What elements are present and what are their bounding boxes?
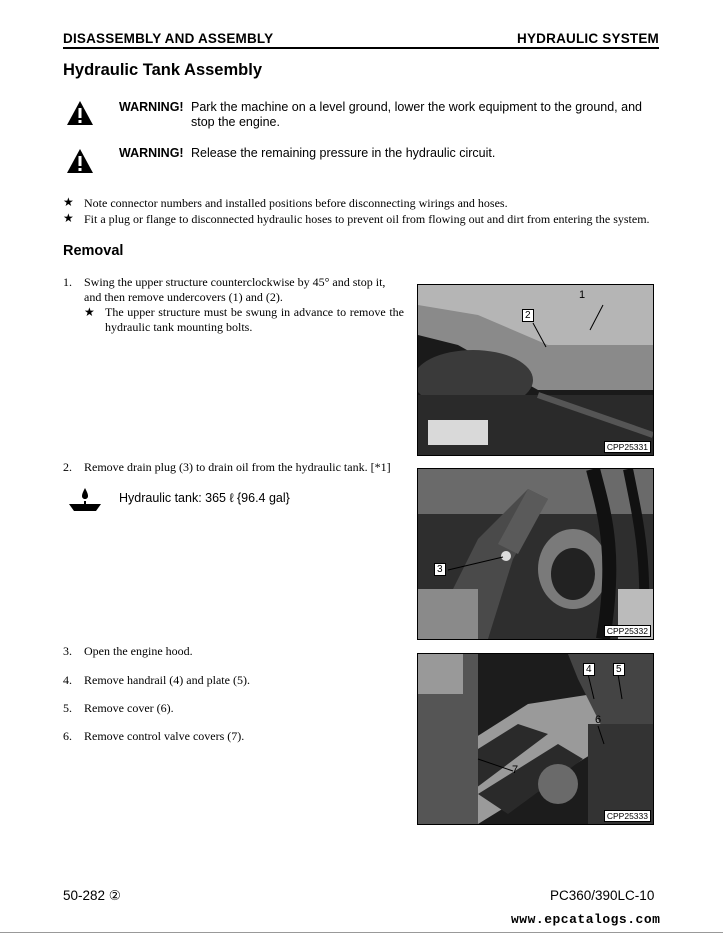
warning-label: WARNING! [119, 146, 184, 160]
callout-label: 1 [579, 289, 586, 301]
photo-drain-plug [417, 468, 654, 640]
note-item: Note connector numbers and installed positions before disconnecting wirings and hoses. [84, 196, 508, 210]
star-icon: ★ [84, 305, 95, 319]
step-text: Remove drain plug (3) to drain oil from the hydraulic tank. [*1] [84, 460, 391, 474]
step-number: 4. [63, 673, 72, 687]
header-left: DISASSEMBLY AND ASSEMBLY [63, 31, 274, 46]
model-number: PC360/390LC-10 [550, 888, 655, 903]
warning-label: WARNING! [119, 100, 184, 114]
step-number: 2. [63, 460, 72, 474]
step-text: Remove handrail (4) and plate (5). [84, 673, 250, 687]
photo-undercovers [417, 284, 654, 456]
bottom-divider [0, 932, 723, 933]
watermark: www.epcatalogs.com [511, 912, 661, 927]
step-text: Remove control valve covers (7). [84, 729, 245, 743]
callout-label: 7 [512, 764, 519, 776]
callout-label: 2 [522, 309, 534, 322]
step-number: 6. [63, 729, 72, 743]
step-subnote: The upper structure must be swung in advance to remove the hydraulic tank mounting bolts. [105, 305, 404, 334]
oil-drain-icon [68, 487, 102, 518]
step-text: Open the engine hood. [84, 644, 193, 658]
oil-capacity: Hydraulic tank: 365 ℓ {96.4 gal} [119, 491, 290, 505]
page-title: Hydraulic Tank Assembly [63, 61, 262, 79]
step-number: 5. [63, 701, 72, 715]
warning-text: Release the remaining pressure in the hydraulic circuit. [191, 146, 496, 160]
step-text: Swing the upper structure counterclockwise by 45° and stop it, and then remove undercovers (1) and (2). [84, 275, 386, 304]
note-item: Fit a plug or flange to disconnected hydraulic hoses to prevent oil from flowing out and dirt from entering the system. [84, 212, 650, 226]
callout-label: 3 [434, 563, 446, 576]
callout-label: 6 [595, 714, 602, 726]
photo-code: CPP25333 [604, 810, 651, 822]
step-number: 1. [63, 275, 72, 289]
callout-label: 5 [613, 663, 625, 676]
step-text: Remove cover (6). [84, 701, 174, 715]
photo-code: CPP25332 [604, 625, 651, 637]
warning-triangle-icon [66, 100, 94, 131]
callout-label: 4 [583, 663, 595, 676]
header-right: HYDRAULIC SYSTEM [517, 31, 659, 46]
photo-covers [417, 653, 654, 825]
step-number: 3. [63, 644, 72, 658]
warning-triangle-icon [66, 148, 94, 179]
page-number: 50-282 ② [63, 888, 121, 903]
star-icon: ★ [63, 195, 74, 209]
star-icon: ★ [63, 211, 74, 225]
section-heading: Removal [63, 243, 124, 259]
warning-text: Park the machine on a level ground, lower the work equipment to the ground, and stop the engine. [191, 100, 642, 129]
photo-code: CPP25331 [604, 441, 651, 453]
page-header [63, 31, 659, 49]
